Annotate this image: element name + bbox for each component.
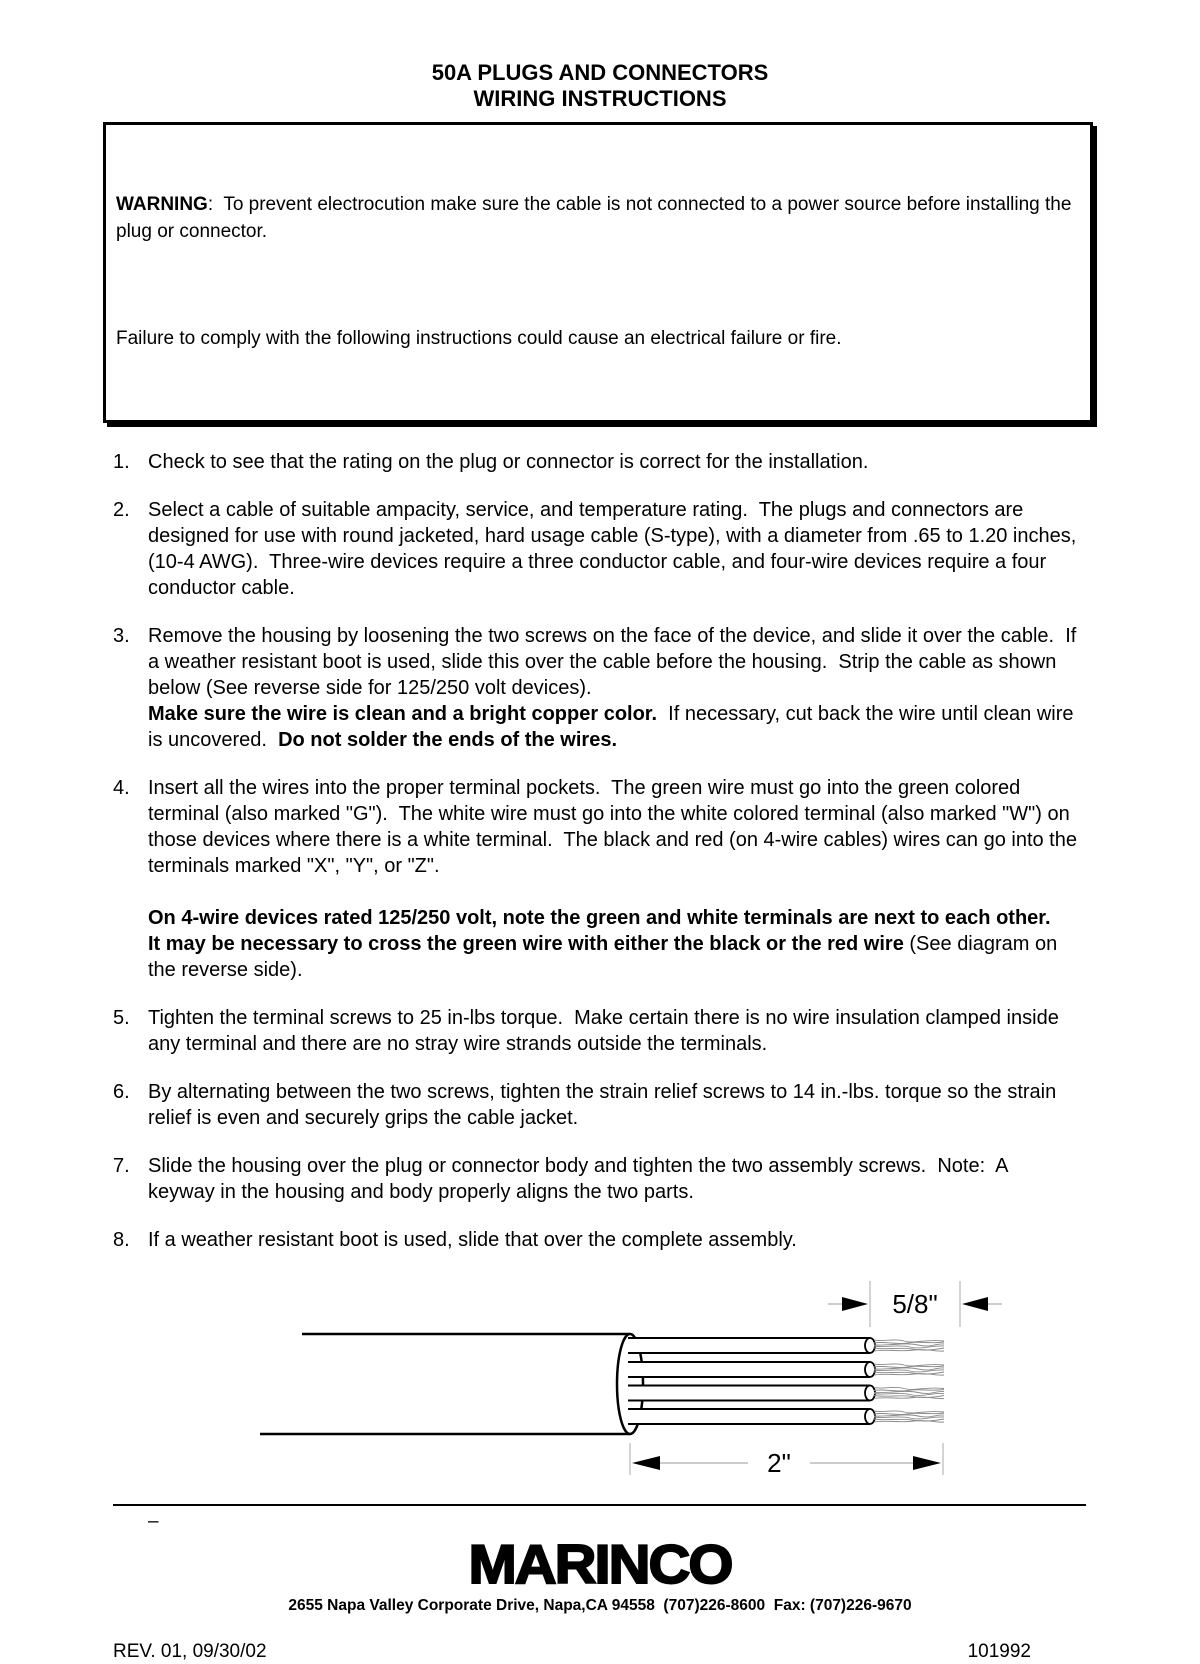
revision-text: REV. 01, 09/30/02 xyxy=(113,1641,267,1662)
step-number: 6. xyxy=(113,1081,130,1103)
wire-1 xyxy=(628,1338,944,1353)
inner-wires xyxy=(628,1338,944,1424)
footer-dash: – xyxy=(148,1511,159,1532)
step-number: 3. xyxy=(113,625,130,647)
wire-2 xyxy=(628,1362,944,1377)
cable-diagram-svg xyxy=(250,1275,1010,1490)
steps-list xyxy=(113,449,1200,1253)
wire-3 xyxy=(628,1386,944,1401)
page-title xyxy=(0,60,1200,112)
cable-strip-diagram xyxy=(250,1275,1010,1490)
title-line-1: 50A PLUGS AND CONNECTORS xyxy=(431,60,769,85)
step-text: Tighten the terminal screws to 25 in-lbs torque. Make certain there is no wire insulation clamped inside any terminal and there are no stray wire strands outside the terminals. xyxy=(148,1007,1065,1055)
insulation-cut-face xyxy=(865,1338,875,1353)
step-item xyxy=(113,1005,1200,1057)
insulation-cut-face xyxy=(865,1386,875,1401)
dimension-bottom-label: 2" xyxy=(767,1448,791,1478)
insulation-cut-face xyxy=(865,1409,875,1424)
step-number: 4. xyxy=(113,777,130,799)
step-text: Insert all the wires into the proper terminal pockets. The green wire must go into the green colored terminal (also marked "G"). The white wire must go into the white colored terminal (also marked "W") on those devices where there is a white terminal. The black and red (on 4-wire cables) wires can go into the terminals marked "X", "Y", or "Z". On 4-wire devices rated 125/250 volt, note the green and white terminals are next to each other. It may be necessary to cross the green wire with either the black or the red wire (See diagram on the reverse side). xyxy=(148,777,1083,981)
step-item xyxy=(113,775,1200,983)
step-number: 5. xyxy=(113,1007,130,1029)
step-text: Select a cable of suitable ampacity, service, and temperature rating. The plugs and connectors are designed for use with round jacketed, hard usage cable (S-type), with a diameter from .65 to 1.20 inches, (10-4 AWG). Three-wire devices require a three conductor cable, and four-wire devices require a four conductor cable. xyxy=(148,499,1082,599)
step-number: 7. xyxy=(113,1155,130,1177)
company-address: 2655 Napa Valley Corporate Drive, Napa,CA 94558 (707)226-8600 Fax: (707)226-9670 xyxy=(288,1597,912,1614)
dimension-top-label: 5/8" xyxy=(892,1289,938,1319)
arrowhead-left-icon xyxy=(962,1297,988,1311)
document-number: 101992 xyxy=(967,1641,1031,1662)
step-number: 2. xyxy=(113,499,130,521)
warning-paragraph-2: Failure to comply with the following instructions could cause an electrical failure or fire. xyxy=(116,328,842,349)
step-text: Check to see that the rating on the plug or connector is correct for the installation. xyxy=(148,451,869,473)
step-item xyxy=(113,1153,1200,1205)
dimension-2-inch xyxy=(630,1443,943,1478)
marinco-logo: MARINCO xyxy=(468,1533,732,1596)
footer-divider xyxy=(113,1504,1086,1506)
arrowhead-right-icon xyxy=(913,1456,941,1470)
step-item xyxy=(113,623,1200,753)
step-number: 1. xyxy=(113,451,130,473)
step-text: If a weather resistant boot is used, slide that over the complete assembly. xyxy=(148,1229,797,1251)
warning-paragraph-1 xyxy=(116,191,1080,245)
step-text: Slide the housing over the plug or connector body and tighten the two assembly screws. Note: A keyway in the housing and body properly aligns the two parts. xyxy=(148,1155,1013,1203)
step-item xyxy=(113,1227,1200,1253)
revision-row xyxy=(113,1640,1086,1664)
step-number: 8. xyxy=(113,1229,130,1251)
step-item xyxy=(113,497,1200,601)
step-item xyxy=(113,449,1200,475)
arrowhead-right-icon xyxy=(842,1297,868,1311)
warning-label: WARNING xyxy=(116,194,208,215)
cable-jacket xyxy=(260,1334,643,1434)
warning-box xyxy=(103,122,1093,423)
arrowhead-left-icon xyxy=(632,1456,660,1470)
dimension-5-8-inch xyxy=(828,1281,1002,1327)
step-text: Remove the housing by loosening the two screws on the face of the device, and slide it over the cable. If a weather resistant boot is used, slide this over the cable before the housing. Strip the cable as shown below (See reverse side for 125/250 volt devices). Make sure the wire is clean and a bright copper color. If necessary, cut back the wire until clean wire is uncovered. Do not solder the ends of the wires. xyxy=(148,625,1082,751)
insulation-cut-face xyxy=(865,1362,875,1377)
step-text: By alternating between the two screws, tighten the strain relief screws to 14 in.-lbs. torque so the strain relief is even and securely grips the cable jacket. xyxy=(148,1081,1062,1129)
step-item xyxy=(113,1079,1200,1131)
warning-text: : To prevent electrocution make sure the cable is not connected to a power source before installing the plug or connector. xyxy=(116,194,1077,242)
title-line-2: WIRING INSTRUCTIONS xyxy=(473,86,727,111)
wire-4 xyxy=(628,1409,944,1424)
